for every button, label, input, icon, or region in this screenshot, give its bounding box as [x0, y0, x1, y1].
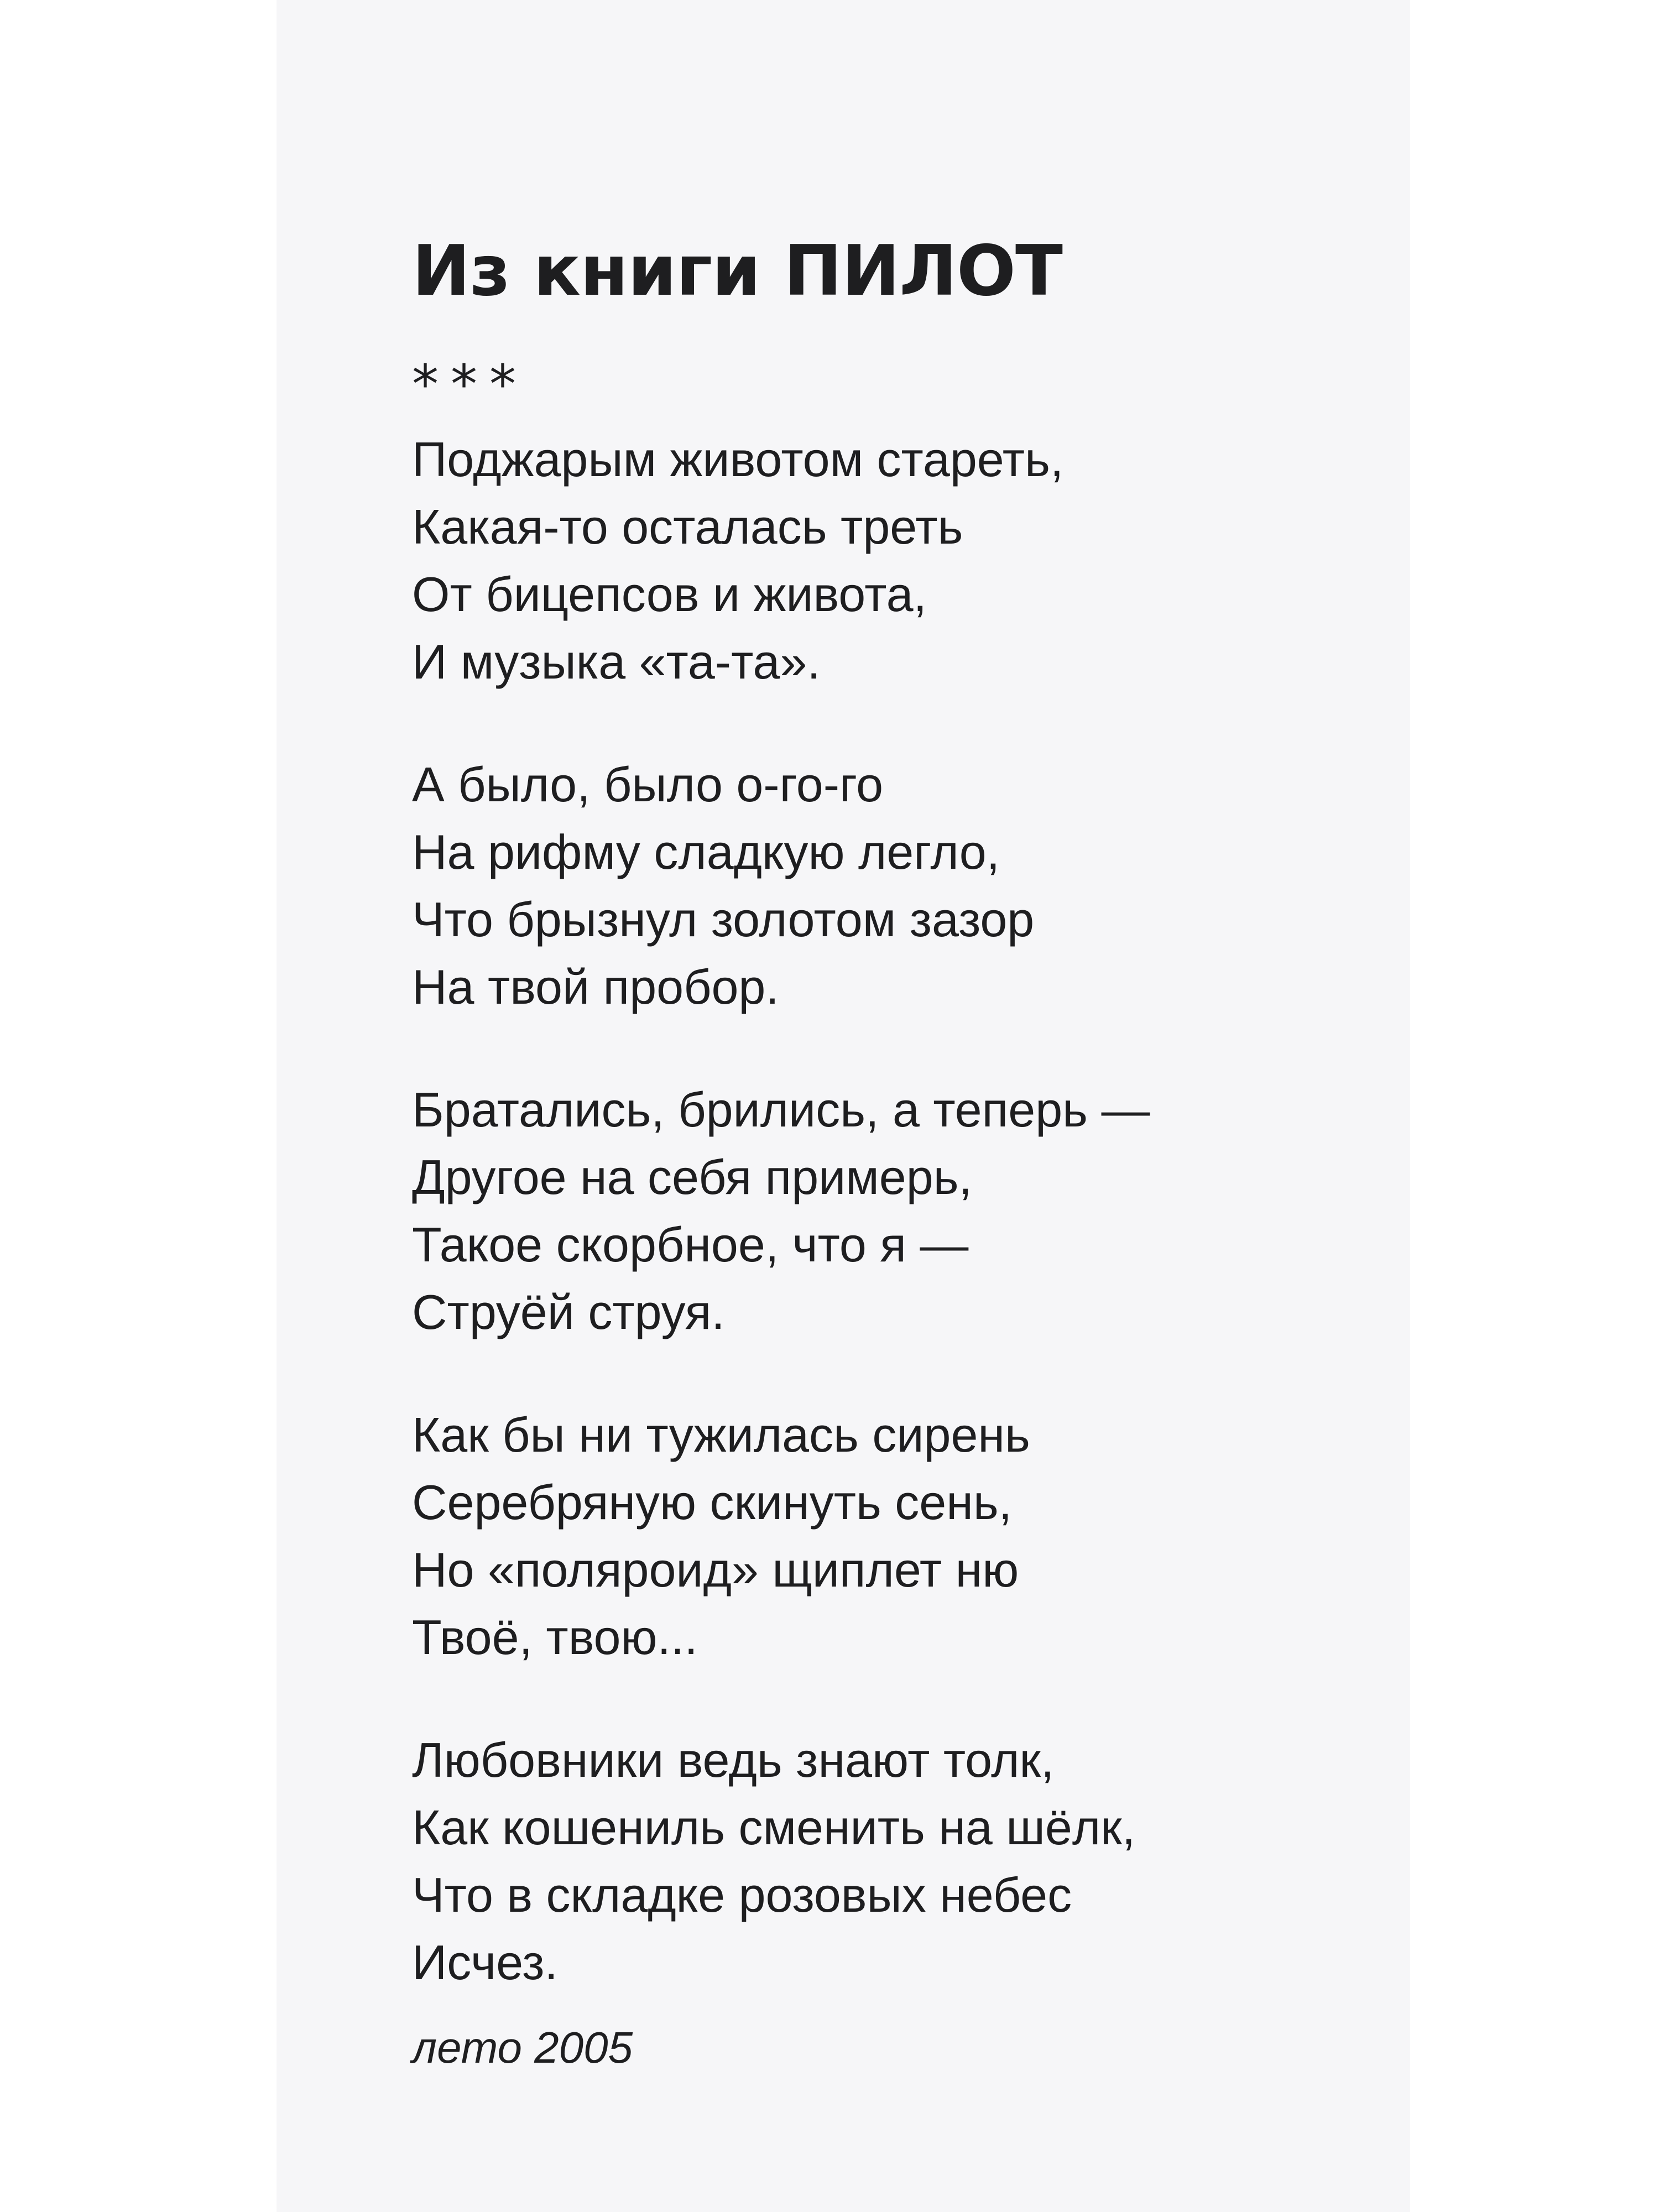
poem-line: Твоё, твою...: [412, 1610, 698, 1665]
poem-line: Что в складке розовых небес: [412, 1867, 1072, 1922]
asterism-separator: ***: [412, 353, 528, 415]
poem-line: Братались, брились, а теперь —: [412, 1082, 1150, 1137]
poem-line: Серебряную скинуть сень,: [412, 1475, 1013, 1530]
poem-title: Из книги ПИЛОТ: [412, 230, 1062, 311]
poem-line: На твой пробор.: [412, 959, 779, 1014]
stanza-5: [412, 1726, 1297, 1996]
poem-line: От бицепсов и живота,: [412, 567, 927, 622]
poem-line: Что брызнул золотом зазор: [412, 892, 1035, 947]
poem-line: Струёй струя.: [412, 1285, 725, 1339]
poem-line: И музыка «та-та».: [412, 634, 821, 689]
poem-line: А было, было о-го-го: [412, 757, 884, 812]
poem-line: Как кошениль сменить на шёлк,: [412, 1800, 1136, 1855]
poem-container: [412, 221, 1297, 2078]
poem-line: Такое скорбное, что я —: [412, 1217, 969, 1272]
poem-line: Но «поляроид» щиплет ню: [412, 1542, 1019, 1597]
poem-line: Другое на себя примерь,: [412, 1150, 972, 1204]
poem-line: Как бы ни тужилась сирень: [412, 1407, 1030, 1462]
poem-line: Поджарым животом стареть,: [412, 432, 1064, 487]
stanza-4: [412, 1401, 1297, 1671]
poem-date: лето 2005: [412, 2023, 633, 2072]
poem-line: На рифму сладкую легло,: [412, 825, 1000, 879]
poem-line: Исчез.: [412, 1935, 558, 1990]
stanza-3: [412, 1076, 1297, 1346]
stanza-2: [412, 751, 1297, 1021]
stanza-1: [412, 426, 1297, 696]
poem-line: Какая-то осталась треть: [412, 499, 963, 554]
poem-line: Любовники ведь знают толк,: [412, 1733, 1055, 1787]
